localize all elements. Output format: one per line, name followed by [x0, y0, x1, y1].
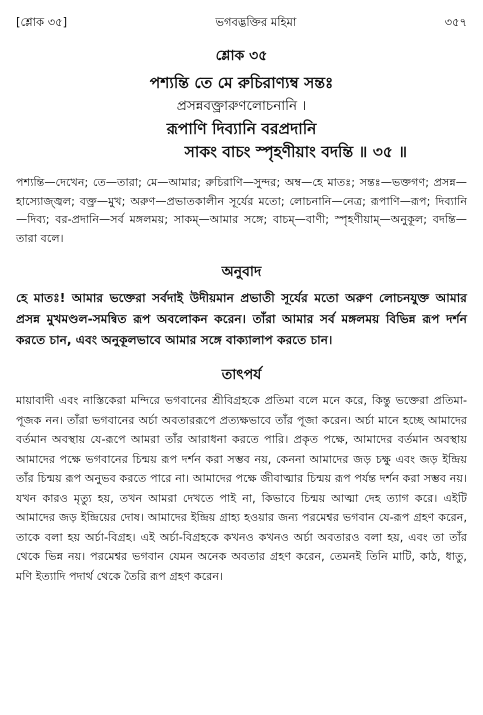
header-chapter-title: ভগবদ্ভক্তির মহিমা [215, 15, 297, 29]
translation-text: হে মাতঃ! আমার ভক্তেরা সর্বদাই উদীয়মান প্রভাতী সূর্যের মতো অরুণ লোচনযুক্ত আমার প্রসন্ন মুখমণ্ডল-সমন্বিত রূপ অবলোকন করেন। তাঁরা আমার সর্ব মঙ্গলময় বিভিন্ন রূপ দর্শন করতে চান, এবং অনুকূলভাবে আমার সঙ্গে বাক্যালাপ করতে চান। [16, 291, 467, 347]
verse-line-2: প্রসন্নবক্ত্রারুণলোচনানি । [176, 98, 307, 114]
purport-text: মায়াবাদী এবং নাস্তিকেরা মন্দিরে ভগবানের শ্রীবিগ্রহকে প্রতিমা বলে মনে করে, কিন্তু ভক্তেরা প্রতিমা-পূজক নন। তাঁরা ভগবানের অর্চা অবতাররূপে প্রত্যক্ষভাবে তাঁর পূজা করেন। অর্চা মানে হচ্ছে আমাদের বর্তমান অবস্থায় যে-রূপে আমরা তাঁর আরাধনা করতে পারি। প্রকৃত পক্ষে, আমাদের বর্তমান অবস্থায় আমাদের পক্ষে ভগবানের চিন্ময় রূপ দর্শন করা সম্ভব নয়, কেননা আমাদের জড় চক্ষু এবং জড় ইন্দ্রিয় তাঁর চিন্ময় রূপ অনুভব করতে পারে না। আমাদের পক্ষে জীবাত্মার চিন্ময় রূপ পর্যন্ত দর্শন করা সম্ভব নয়। যখন কারও মৃত্যু হয়, তখন আমরা দেখতে পাই না, কিভাবে চিন্ময় আত্মা দেহ ত্যাগ করে। এইটি আমাদের জড় ইন্দ্রিয়ের দোষ। আমাদের ইন্দ্রিয় গ্রাহ্য হওয়ার জন্য পরমেশ্বর ভগবান যে-রূপ গ্রহণ করেন, তাকে বলা হয় অর্চা-বিগ্রহ। এই অর্চা-বিগ্রহকে কখনও কখনও অর্চা অবতারও বলা হয়, এবং তা তাঁর থেকে ভিন্ন নয়। পরমেশ্বর ভগবান যেমন অনেক অবতার গ্রহণ করেন, তেমনই তিনি মাটি, কাঠ, ধাতু, মণি ইত্যাদি পদার্থ থেকে তৈরি রূপ গ্রহণ করেন। [16, 394, 467, 583]
header-page-number: ৩৫৭ [444, 15, 467, 29]
verse-line-3: রূপাণি দিব্যানি বরপ্রদানি [166, 120, 317, 138]
purport-heading: তাৎপর্য [221, 367, 262, 383]
word-for-word-synonyms: পশ্যন্তি—দেখেন; তে—তারা; মে—আমার; রুচিরাণি—সুন্দর; অম্ব—হে মাতঃ; সন্তঃ—ভক্তগণ; প্রসন্ন—হাস্যোজ্জ্বল; বক্ত্র—মুখ; অরুণ—প্রভাতকালীন সূর্যের মতো; লোচনানি—নেত্র; রূপাণি—রূপ; দিব্যানি—দিব্য; বর-প্রদানি—সর্ব মঙ্গলময়; সাকম্—আমার সঙ্গে; বাচম্—বাণী; স্পৃহণীয়াম্—অনুকূল; বদন্তি—তারা বলে। [16, 176, 467, 245]
translation-heading: অনুবাদ [221, 264, 262, 280]
page-header [16, 8, 467, 36]
verse-line-4: সাকং বাচং স্পৃহণীয়াং বদন্তি ॥ ৩৫ ॥ [184, 143, 407, 161]
verse-number: শ্লোক ৩৫ [215, 48, 268, 64]
header-verse-ref: [শ্লোক ৩৫] [16, 15, 68, 29]
verse-line-1: পশ্যন্তি তে মে রুচিরাণ্যম্ব সন্তঃ [149, 74, 334, 92]
